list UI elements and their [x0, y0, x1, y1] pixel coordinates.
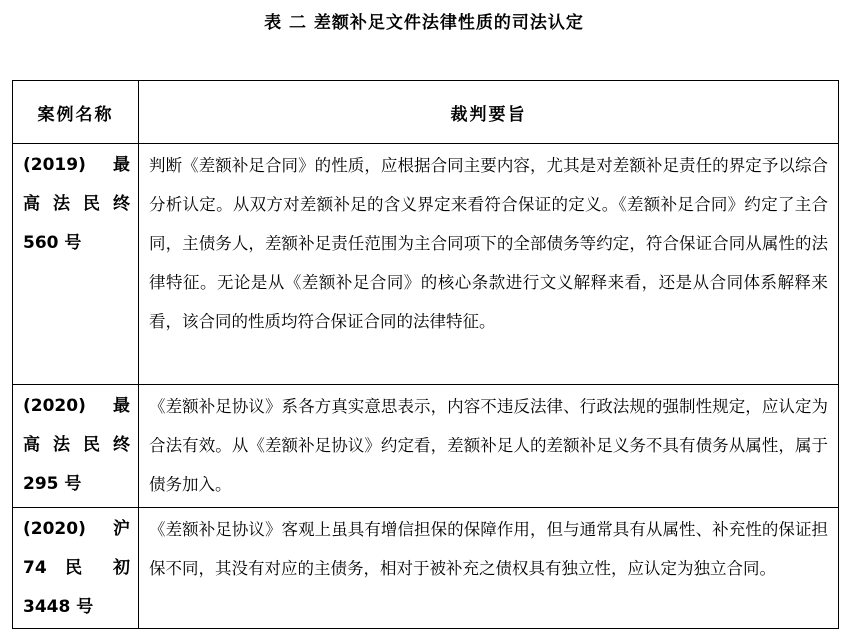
table-row	[13, 144, 839, 385]
case-name-line: (2019) 最	[23, 155, 130, 175]
table-title: 表 二 差额补足文件法律性质的司法认定	[264, 13, 584, 33]
table-row	[13, 508, 839, 629]
case-name-line: (2020) 沪	[23, 519, 130, 539]
holding-cell: 《差额补足协议》系各方真实意思表示，内容不违反法律、行政法规的强制性规定，应认定为合法有效。从《差额补足协议》约定看，差额补足人的差额补足义务不具有债务从属性，属于债务加入。	[139, 385, 839, 508]
case-name-line: 295 号	[23, 474, 82, 494]
case-name-line: 74 民 初	[23, 558, 130, 578]
case-name-cell	[13, 508, 139, 629]
header-case-name: 案例名称	[13, 81, 139, 144]
table-row	[13, 385, 839, 508]
holding-cell: 判断《差额补足合同》的性质，应根据合同主要内容，尤其是对差额补足责任的界定予以综合分析认定。从双方对差额补足的含义界定来看符合保证的定义。《差额补足合同》约定了主合同，主债务人，差额补足责任范围为主合同项下的全部债务等约定，符合保证合同从属性的法律特征。无论是从《差额补足合同》的核心条款进行文义解释来看，还是从合同体系解释来看，该合同的性质均符合保证合同的法律特征。	[139, 144, 839, 385]
case-name-line: 高法民终	[23, 194, 130, 214]
case-name-cell	[13, 385, 139, 508]
case-name-line: 高法民终	[23, 435, 130, 455]
header-row	[13, 81, 839, 144]
judgment-table	[12, 80, 839, 629]
holding-cell: 《差额补足协议》客观上虽具有增信担保的保障作用，但与通常具有从属性、补充性的保证担保不同，其没有对应的主债务，相对于被补充之债权具有独立性，应认定为独立合同。	[139, 508, 839, 629]
case-name-line: 560 号	[23, 233, 82, 253]
case-name-line: (2020) 最	[23, 396, 130, 416]
header-holding: 裁判要旨	[139, 81, 839, 144]
case-name-cell	[13, 144, 139, 385]
case-name-line: 3448 号	[23, 597, 94, 617]
